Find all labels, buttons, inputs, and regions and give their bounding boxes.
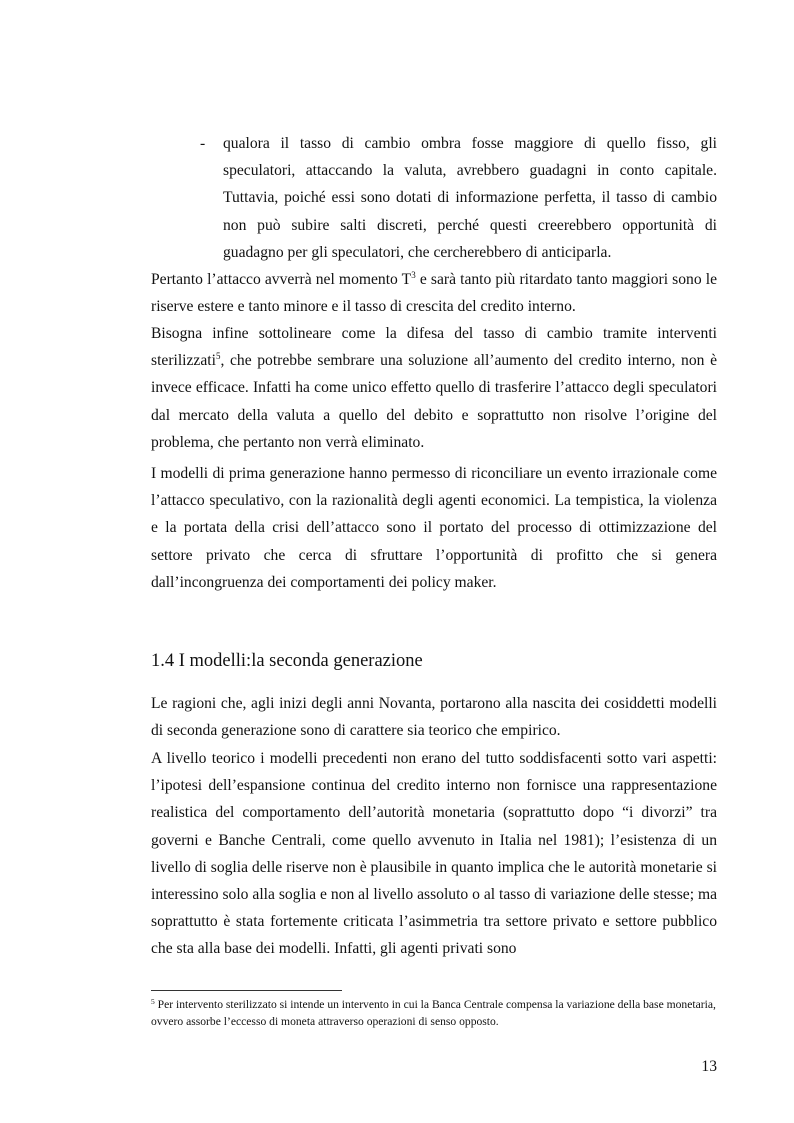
footnote-text: Per intervento sterilizzato si intende un intervento in cui la Banca Centrale compensa la variazione della base monetaria, ovvero assorbe l’eccesso di moneta attraverso operazioni di senso opposto. [151,998,716,1028]
paragraph-attack-timing [151,266,717,320]
superscript: 3 [411,270,416,280]
paragraph-text: e sarà tanto più ritardato tanto maggiori sono le riserve estere e tanto minore e il tasso di crescita del credito interno. [151,271,717,316]
section-heading: 1.4 I modelli:la seconda generazione [151,651,423,671]
page-number: 13 [701,1058,717,1075]
paragraph-second-generation-intro: Le ragioni che, agli inizi degli anni Novanta, portarono alla nascita dei cosiddetti modelli di seconda generazione sono di carattere sia teorico che empirico. [151,695,717,740]
paragraph-sterilized-interventions [151,320,717,456]
paragraph-text: Bisogna infine sottolineare come la difesa del tasso di cambio tramite interventi sterilizzati [151,325,717,370]
footnote-divider [151,990,342,991]
footnote-reference: 5 [215,351,221,362]
footnote-number: 5 [151,997,155,1006]
paragraph-text: , che potrebbe sembrare una soluzione all’aumento del credito interno, non è invece efficace. Infatti ha come unico effetto quello di trasferire l’attacco degli speculatori dal mercato della valuta a quello del debito e soprattutto non risolve l’origine del problema, che pertanto non verrà eliminato. [151,352,717,451]
bullet-item-text: qualora il tasso di cambio ombra fosse maggiore di quello fisso, gli speculatori, attaccando la valuta, avrebbero guadagni in conto capitale. Tuttavia, poiché essi sono dotati di informazione perfetta, il tasso di cambio non può subire salti discreti, perché questi creerebbero opportunità di guadagno per gli speculatori, che cercherebbero di anticiparla. [223,135,717,261]
bullet-marker: - [200,135,206,152]
paragraph-theoretical-critique: A livello teorico i modelli precedenti non erano del tutto soddisfacenti sotto vari aspetti: l’ipotesi dell’espansione continua del credito interno non fornisce una rappresentazione realistica del comportamento dell’autorità monetaria (soprattutto dopo “i divorzi” tra governi e Banche Centrali, come quello avvenuto in Italia nel 1981); l’esistenza di un livello di soglia delle riserve non è plausibile in quanto implica che le autorità monetarie si interessino solo alla soglia e non al livello assoluto o al tasso di variazione delle stesse; ma soprattutto è stata fortemente criticata l’asimmetria tra settore privato e settore pubblico che sta alla base dei modelli. Infatti, gli agenti privati sono [151,750,717,958]
paragraph-text: Pertanto l’attacco avverrà nel momento T [151,271,412,288]
paragraph-first-generation: I modelli di prima generazione hanno permesso di riconciliare un evento irrazionale come l’attacco speculativo, con la razionalità degli agenti economici. La tempistica, la violenza e la portata della crisi dell’attacco sono il portato del processo di ottimizzazione del settore privato che cerca di sfruttare l’opportunità di profitto che si genera dall’incongruenza dei comportamenti dei policy maker. [151,465,717,591]
footnote [151,996,717,1030]
